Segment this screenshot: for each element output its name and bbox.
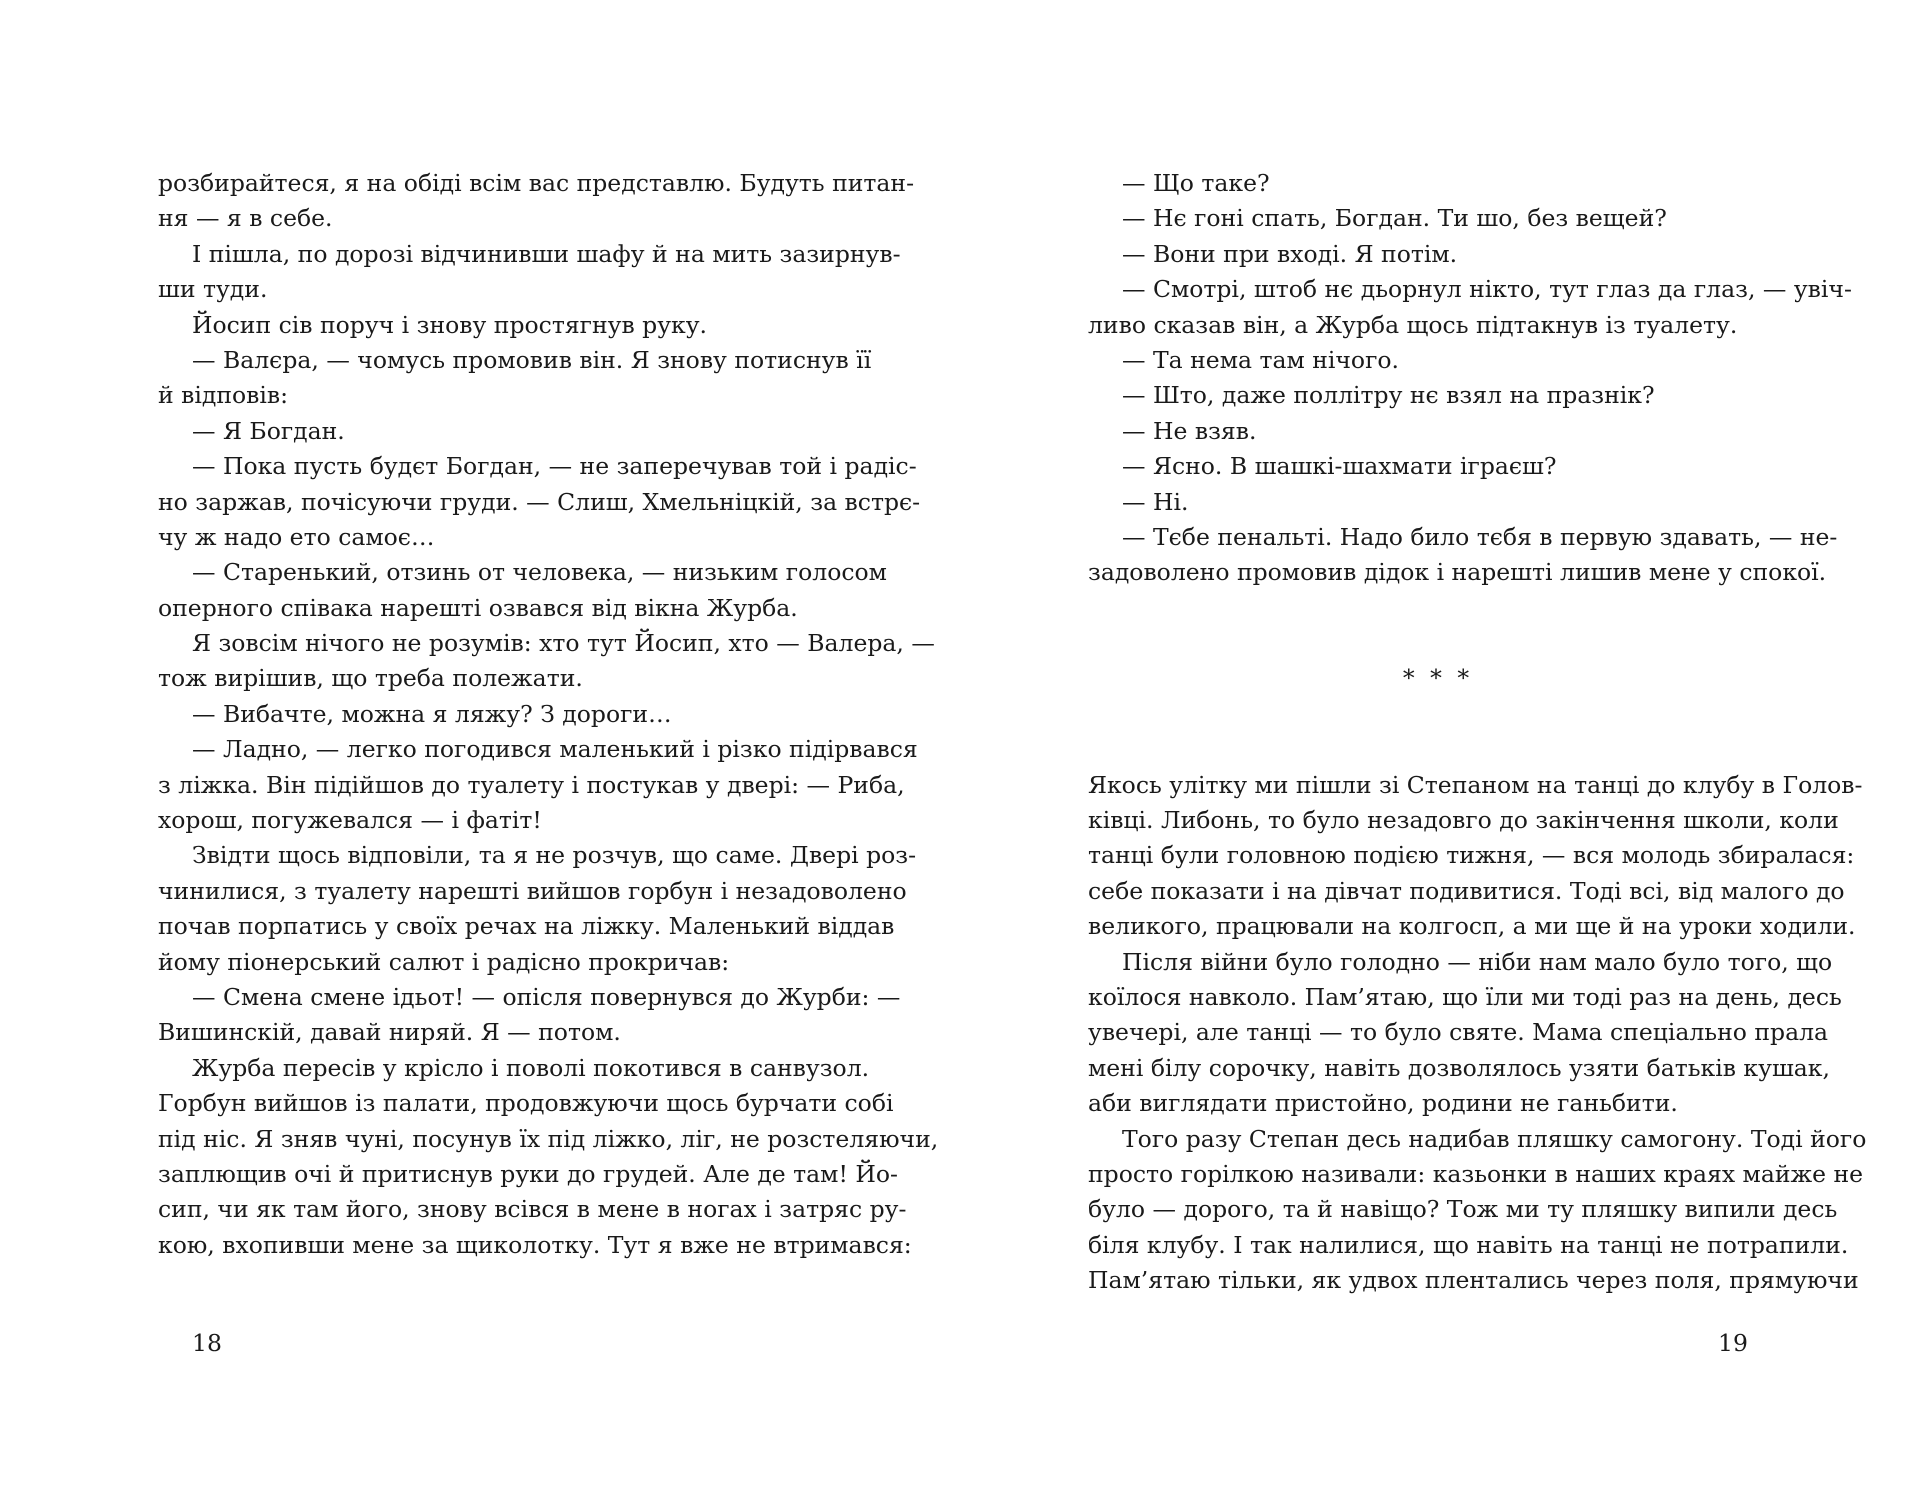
text-line: Того разу Степан десь надибав пляшку самогону. Тоді його xyxy=(1122,1124,1867,1153)
section-gap xyxy=(1088,732,1788,767)
text-line: ливо сказав він, а Журба щось підтакнув із туалету. xyxy=(1088,310,1738,339)
section-gap xyxy=(1088,626,1788,661)
section-separator: * * * xyxy=(1402,664,1474,693)
text-line: — Нє гоні спать, Богдан. Ти шо, без вещей? xyxy=(1122,204,1667,233)
text-line: — Смена смене ідьот! — опісля повернувся до Журби: — xyxy=(192,982,901,1011)
text-line: було — дорого, та й навіщо? Тож ми ту пляшку випили десь xyxy=(1088,1195,1838,1224)
text-line: — Валєра, — чомусь промовив він. Я знову потиснув її xyxy=(192,345,872,374)
text-line: коїлося навколо. Пам’ятаю, що їли ми тоді раз на день, десь xyxy=(1088,982,1842,1011)
text-line: біля клубу. І так налилися, що навіть на танці не потрапили. xyxy=(1088,1230,1849,1259)
text-line: Пам’ятаю тільки, як удвох плентались через поля, прямуючи xyxy=(1088,1266,1859,1295)
text-line: хорош, погужевался — і фатіт! xyxy=(158,806,542,835)
text-line: Я зовсім нічого не розумів: хто тут Йосип, хто — Валера, — xyxy=(192,629,935,658)
text-line: Горбун вийшов із палати, продовжуючи щось бурчати собі xyxy=(158,1089,894,1118)
text-line: почав порпатись у своїх речах на ліжку. Маленький віддав xyxy=(158,912,895,941)
text-line: Після війни було голодно — ніби нам мало було того, що xyxy=(1122,947,1833,976)
text-line: під ніс. Я зняв чуні, посунув їх під ліжко, ліг, не розстеляючи, xyxy=(158,1124,939,1153)
text-line: — Вони при вході. Я потім. xyxy=(1122,239,1458,268)
right-page-section xyxy=(1088,768,1867,1299)
text-line: розбирайтеся, я на обіді всім вас представлю. Будуть питан- xyxy=(158,169,915,197)
text-line: — Вибачте, можна я ляжу? З дороги… xyxy=(192,699,672,728)
text-line: — Пока пусть будєт Богдан, — не заперечував той і радіс- xyxy=(192,452,917,481)
left-page xyxy=(158,166,939,1263)
text-line: — Смотрі, штоб нє дьорнул нікто, тут глаз да глаз, — увіч- xyxy=(1122,275,1852,304)
text-line: ши туди. xyxy=(158,275,268,304)
section-gap xyxy=(1088,591,1788,626)
text-line: — Не взяв. xyxy=(1122,416,1257,445)
text-line: й відповів: xyxy=(158,381,289,410)
text-line: — Та нема там нічого. xyxy=(1122,345,1400,374)
text-line: танці були головною подією тижня, — вся молодь збиралася: xyxy=(1088,841,1855,870)
text-line: Вишинскій, давай ниряй. Я — потом. xyxy=(158,1018,621,1047)
text-line: себе показати і на дівчат подивитися. Тоді всі, від малого до xyxy=(1088,876,1845,905)
page-number-right: 19 xyxy=(1718,1329,1748,1357)
text-line: з ліжка. Він підійшов до туалету і постукав у двері: — Риба, xyxy=(158,770,905,799)
text-line: — Ясно. В шашкі-шахмати іграєш? xyxy=(1122,452,1557,481)
text-line: но заржав, почісуючи груди. — Слиш, Хмельніцкій, за встрє- xyxy=(158,487,921,516)
text-line: чу ж надо ето самоє… xyxy=(158,522,435,551)
text-line: — Що таке? xyxy=(1122,169,1270,197)
text-line: І пішла, по дорозі відчинивши шафу й на мить зазирнув- xyxy=(192,239,901,268)
text-line: чинилися, з туалету нарешті вийшов горбун і незадоволено xyxy=(158,876,907,905)
text-line: великого, працювали на колгосп, а ми ще й на уроки ходили. xyxy=(1088,912,1856,941)
text-line: ківці. Либонь, то було незадовго до закінчення школи, коли xyxy=(1088,806,1839,835)
text-line: заплющив очі й притиснув руки до грудей. Але де там! Йо- xyxy=(158,1159,898,1188)
text-line: — Што, даже поллітру нє взял на празнік? xyxy=(1122,381,1655,410)
text-line: Якось улітку ми пішли зі Степаном на танці до клубу в Голов- xyxy=(1088,770,1863,799)
page-number-left: 18 xyxy=(192,1329,222,1357)
text-line: тож вирішив, що треба полежати. xyxy=(158,664,583,693)
text-line: — Ладно, — легко погодився маленький і різко підірвався xyxy=(192,735,918,764)
text-line: увечері, але танці — то було святе. Мама спеціально прала xyxy=(1088,1018,1829,1047)
text-line: аби виглядати пристойно, родини не ганьбити. xyxy=(1088,1089,1678,1118)
text-line: просто горілкою називали: казьонки в наших краях майже не xyxy=(1088,1159,1864,1188)
section-gap xyxy=(1088,697,1788,732)
text-line: — Ні. xyxy=(1122,487,1189,516)
right-page xyxy=(1088,166,1867,1299)
text-line: Йосип сів поруч і знову простягнув руку. xyxy=(192,310,708,339)
text-line: ня — я в себе. xyxy=(158,204,333,233)
text-line: мені білу сорочку, навіть дозволялось узяти батьків кушак, xyxy=(1088,1053,1830,1082)
text-line: Звідти щось відповіли, та я не розчув, що саме. Двері роз- xyxy=(192,841,917,870)
text-line: йому піонерський салют і радісно прокричав: xyxy=(158,947,730,976)
text-line: — Старенький, отзинь от человека, — низьким голосом xyxy=(192,558,887,587)
text-line: — Я Богдан. xyxy=(192,416,345,445)
text-line: сип, чи як там його, знову всівся в мене в ногах і затряс ру- xyxy=(158,1195,907,1224)
text-line: Журба пересів у крісло і поволі покотився в санвузол. xyxy=(192,1053,870,1082)
text-line: оперного співака нарешті озвався від вікна Журба. xyxy=(158,593,798,622)
text-line: задоволено промовив дідок і нарешті лишив мене у спокої. xyxy=(1088,558,1827,587)
text-line: — Тєбе пенальті. Надо било тєбя в первую здавать, — не- xyxy=(1122,522,1838,551)
right-page-dialogue xyxy=(1088,166,1852,591)
text-line: кою, вхопивши мене за щиколотку. Тут я вже не втримався: xyxy=(158,1230,912,1259)
